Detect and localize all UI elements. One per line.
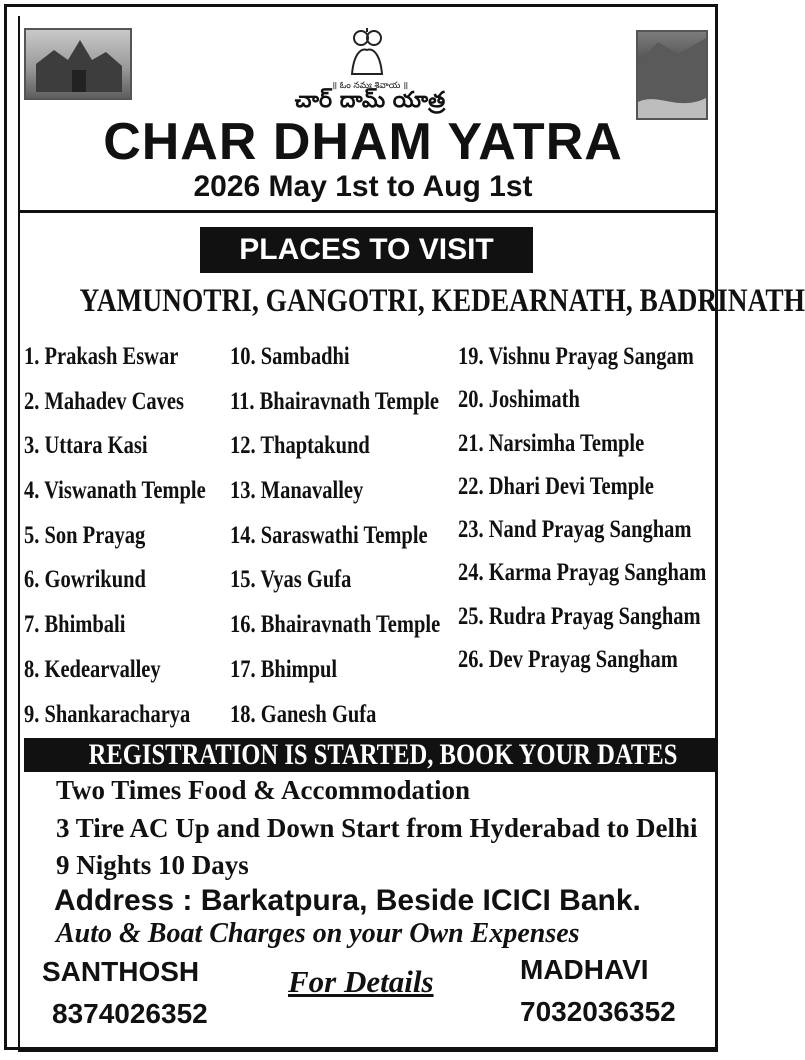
place-item: 7. Bhimbali xyxy=(24,611,126,639)
place-item: 5. Son Prayag xyxy=(24,521,146,549)
dham-list: YAMUNOTRI, GANGOTRI, KEDEARNATH, BADRINATH xyxy=(79,283,805,319)
place-item: 17. Bhimpul xyxy=(230,655,338,683)
place-item: 24. Karma Prayag Sangham xyxy=(458,559,707,587)
place-item: 23. Nand Prayag Sangham xyxy=(458,516,692,544)
for-details-label: For Details xyxy=(288,964,434,999)
place-item: 11. Bhairavnath Temple xyxy=(230,387,440,415)
place-item: 18. Ganesh Gufa xyxy=(230,700,377,728)
duration-detail: 9 Nights 10 Days xyxy=(56,850,249,880)
places-banner: PLACES TO VISIT xyxy=(200,227,533,273)
place-item: 12. Thaptakund xyxy=(230,432,370,460)
place-item: 21. Narsimha Temple xyxy=(458,429,645,457)
place-item: 3. Uttara Kasi xyxy=(24,432,148,460)
place-item: 19. Vishnu Prayag Sangam xyxy=(458,343,694,370)
telugu-title: చార్ దామ్ యాత్ర xyxy=(294,88,446,113)
place-item: 13. Manavalley xyxy=(230,477,364,505)
food-detail: Two Times Food & Accommodation xyxy=(56,775,471,805)
place-item: 14. Saraswathi Temple xyxy=(230,521,428,549)
places-column-3 xyxy=(458,343,761,689)
contact-left-phone: 8374026352 xyxy=(52,998,208,1029)
place-item: 10. Sambadhi xyxy=(230,343,350,370)
registration-banner-text: REGISTRATION IS STARTED, BOOK YOUR DATES xyxy=(88,738,678,771)
place-item: 6. Gowrikund xyxy=(24,566,146,594)
place-item: 16. Bhairavnath Temple xyxy=(230,611,441,639)
place-item: 26. Dev Prayag Sangham xyxy=(458,646,678,674)
yatra-dates: 2026 May 1st to Aug 1st xyxy=(193,170,533,203)
places-column-1 xyxy=(24,343,246,745)
place-item: 22. Dhari Devi Temple xyxy=(458,472,654,500)
contact-left-name: SANTHOSH xyxy=(42,956,200,987)
registration-banner xyxy=(24,738,716,772)
mantra-text: ॥ ఓం నమః శివాయ ॥ xyxy=(331,80,409,90)
expense-note: Auto & Boat Charges on your Own Expenses xyxy=(56,918,580,949)
page-title: CHAR DHAM YATRA xyxy=(103,113,623,171)
places-column-2 xyxy=(230,343,486,745)
place-item: 4. Viswanath Temple xyxy=(24,477,206,505)
temple-photo xyxy=(24,28,132,100)
place-item: 8. Kedearvalley xyxy=(24,655,161,683)
travel-detail: 3 Tire AC Up and Down Start from Hyderabad to Delhi xyxy=(56,813,698,843)
place-item: 9. Shankaracharya xyxy=(24,700,191,728)
place-item: 2. Mahadev Caves xyxy=(24,387,185,415)
contact-right-name: MADHAVI xyxy=(520,954,649,985)
place-item: 15. Vyas Gufa xyxy=(230,566,352,594)
place-item: 20. Joshimath xyxy=(458,386,580,414)
address: Address : Barkatpura, Beside ICICI Bank. xyxy=(54,884,641,917)
place-item: 1. Prakash Eswar xyxy=(24,343,179,370)
header-divider xyxy=(20,210,716,213)
contact-right-phone: 7032036352 xyxy=(520,996,676,1027)
shiva-parvati-icon xyxy=(348,26,386,78)
place-item: 25. Rudra Prayag Sangham xyxy=(458,602,701,630)
river-photo xyxy=(636,30,708,120)
